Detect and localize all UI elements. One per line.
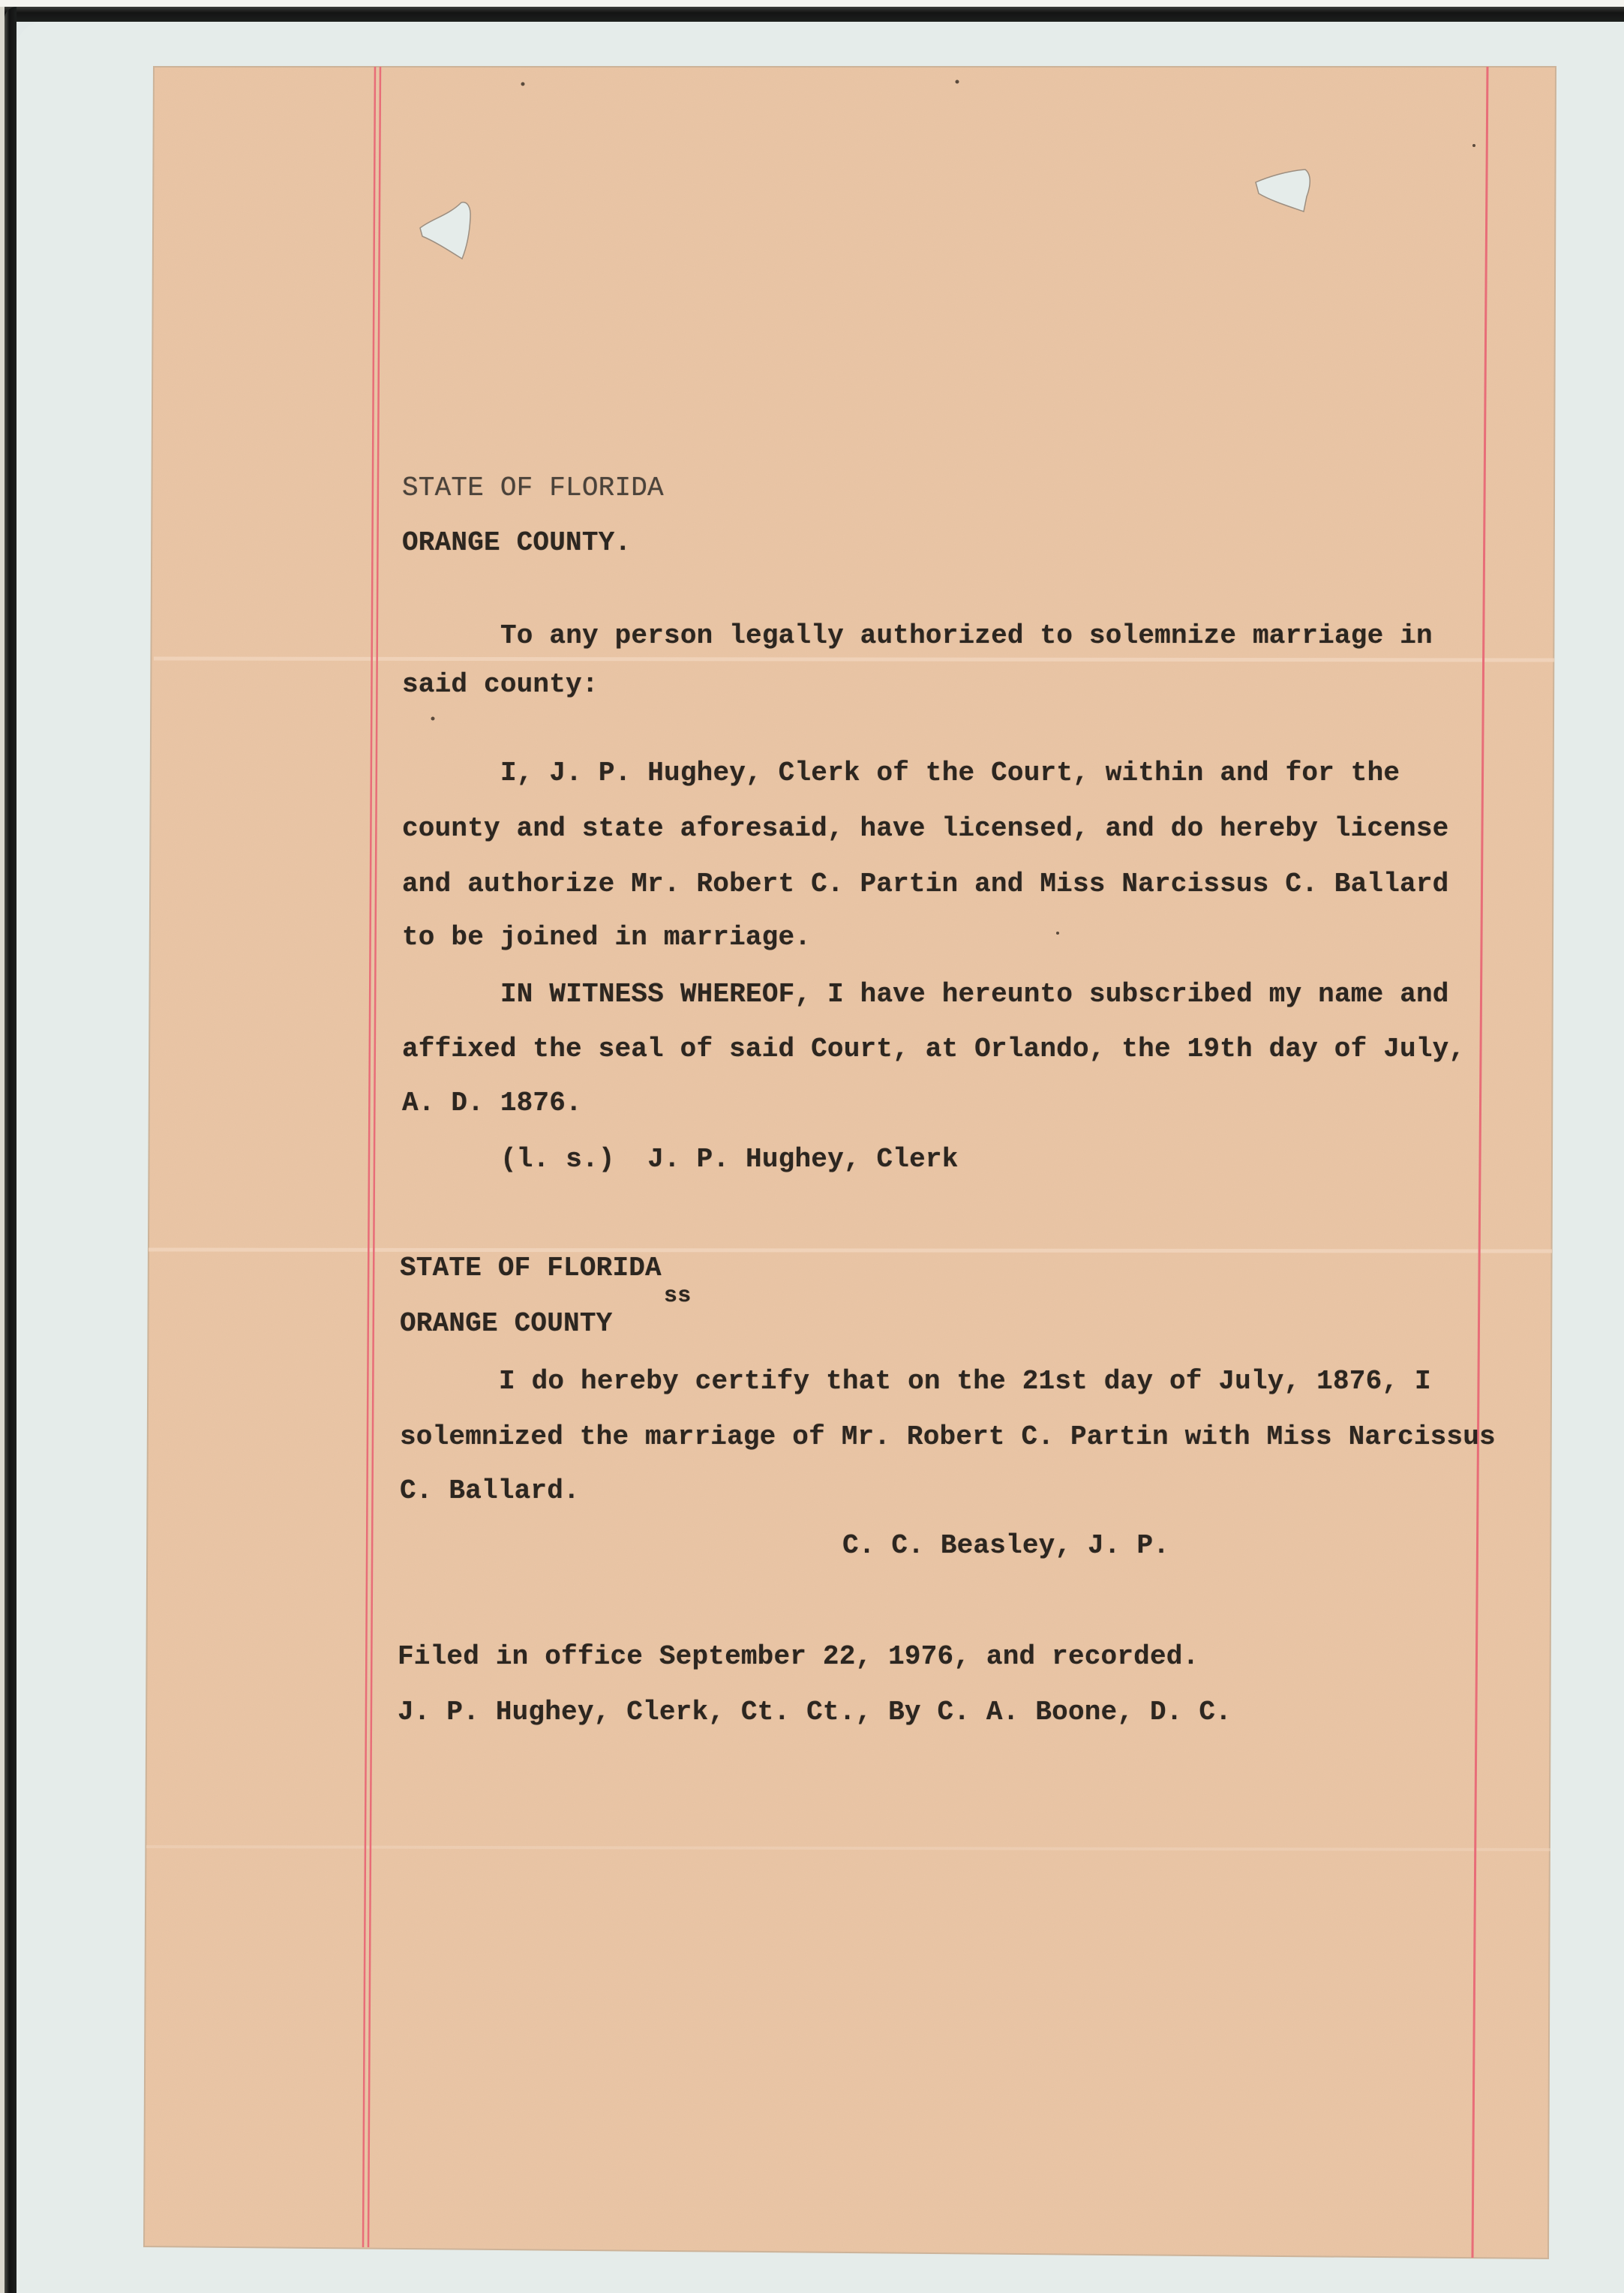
certificate-body-line: I do hereby certify that on the 21st day of July, 1876, I — [499, 1366, 1431, 1397]
certificate-heading-ss: ss — [664, 1283, 692, 1309]
license-heading-county: ORANGE COUNTY. — [402, 527, 632, 558]
certificate-signature: C. C. Beasley, J. P. — [842, 1530, 1170, 1561]
license-body-line: I, J. P. Hughey, Clerk of the Court, within and for the — [500, 758, 1400, 788]
certificate-heading-state: STATE OF FLORIDA — [400, 1253, 662, 1283]
license-witness-line: A. D. 1876. — [402, 1088, 582, 1118]
license-seal-signature: (l. s.) J. P. Hughey, Clerk — [500, 1144, 959, 1175]
license-witness-line: affixed the seal of said Court, at Orlando, the 19th day of July, — [402, 1034, 1466, 1064]
filing-line: J. P. Hughey, Clerk, Ct. Ct., By C. A. Boone, D. C. — [398, 1697, 1232, 1727]
paper-speck — [521, 83, 525, 86]
certificate-body-line: C. Ballard. — [400, 1475, 580, 1506]
license-address-line: To any person legally authorized to solemnize marriage in — [500, 620, 1433, 651]
license-body-line: county and state aforesaid, have licensed, and do hereby license — [402, 813, 1449, 844]
license-heading-state: STATE OF FLORIDA — [402, 473, 664, 503]
license-witness-line: IN WITNESS WHEREOF, I have hereunto subscribed my name and — [500, 979, 1449, 1010]
paper-speck — [1056, 932, 1059, 935]
filing-line: Filed in office September 22, 1976, and recorded. — [398, 1641, 1199, 1672]
paper-speck — [1472, 144, 1475, 147]
certificate-heading-county: ORANGE COUNTY — [400, 1308, 613, 1339]
license-body-line: to be joined in marriage. — [402, 922, 812, 953]
paper-speck — [431, 717, 435, 721]
paper-speck — [956, 80, 959, 84]
fold-crease — [154, 659, 1554, 660]
license-body-line: and authorize Mr. Robert C. Partin and Miss Narcissus C. Ballard — [402, 869, 1449, 899]
license-address-line: said county: — [402, 669, 599, 700]
certificate-body-line: solemnized the marriage of Mr. Robert C. Partin with Miss Narcissus — [400, 1421, 1496, 1452]
fold-crease — [149, 1250, 1552, 1251]
